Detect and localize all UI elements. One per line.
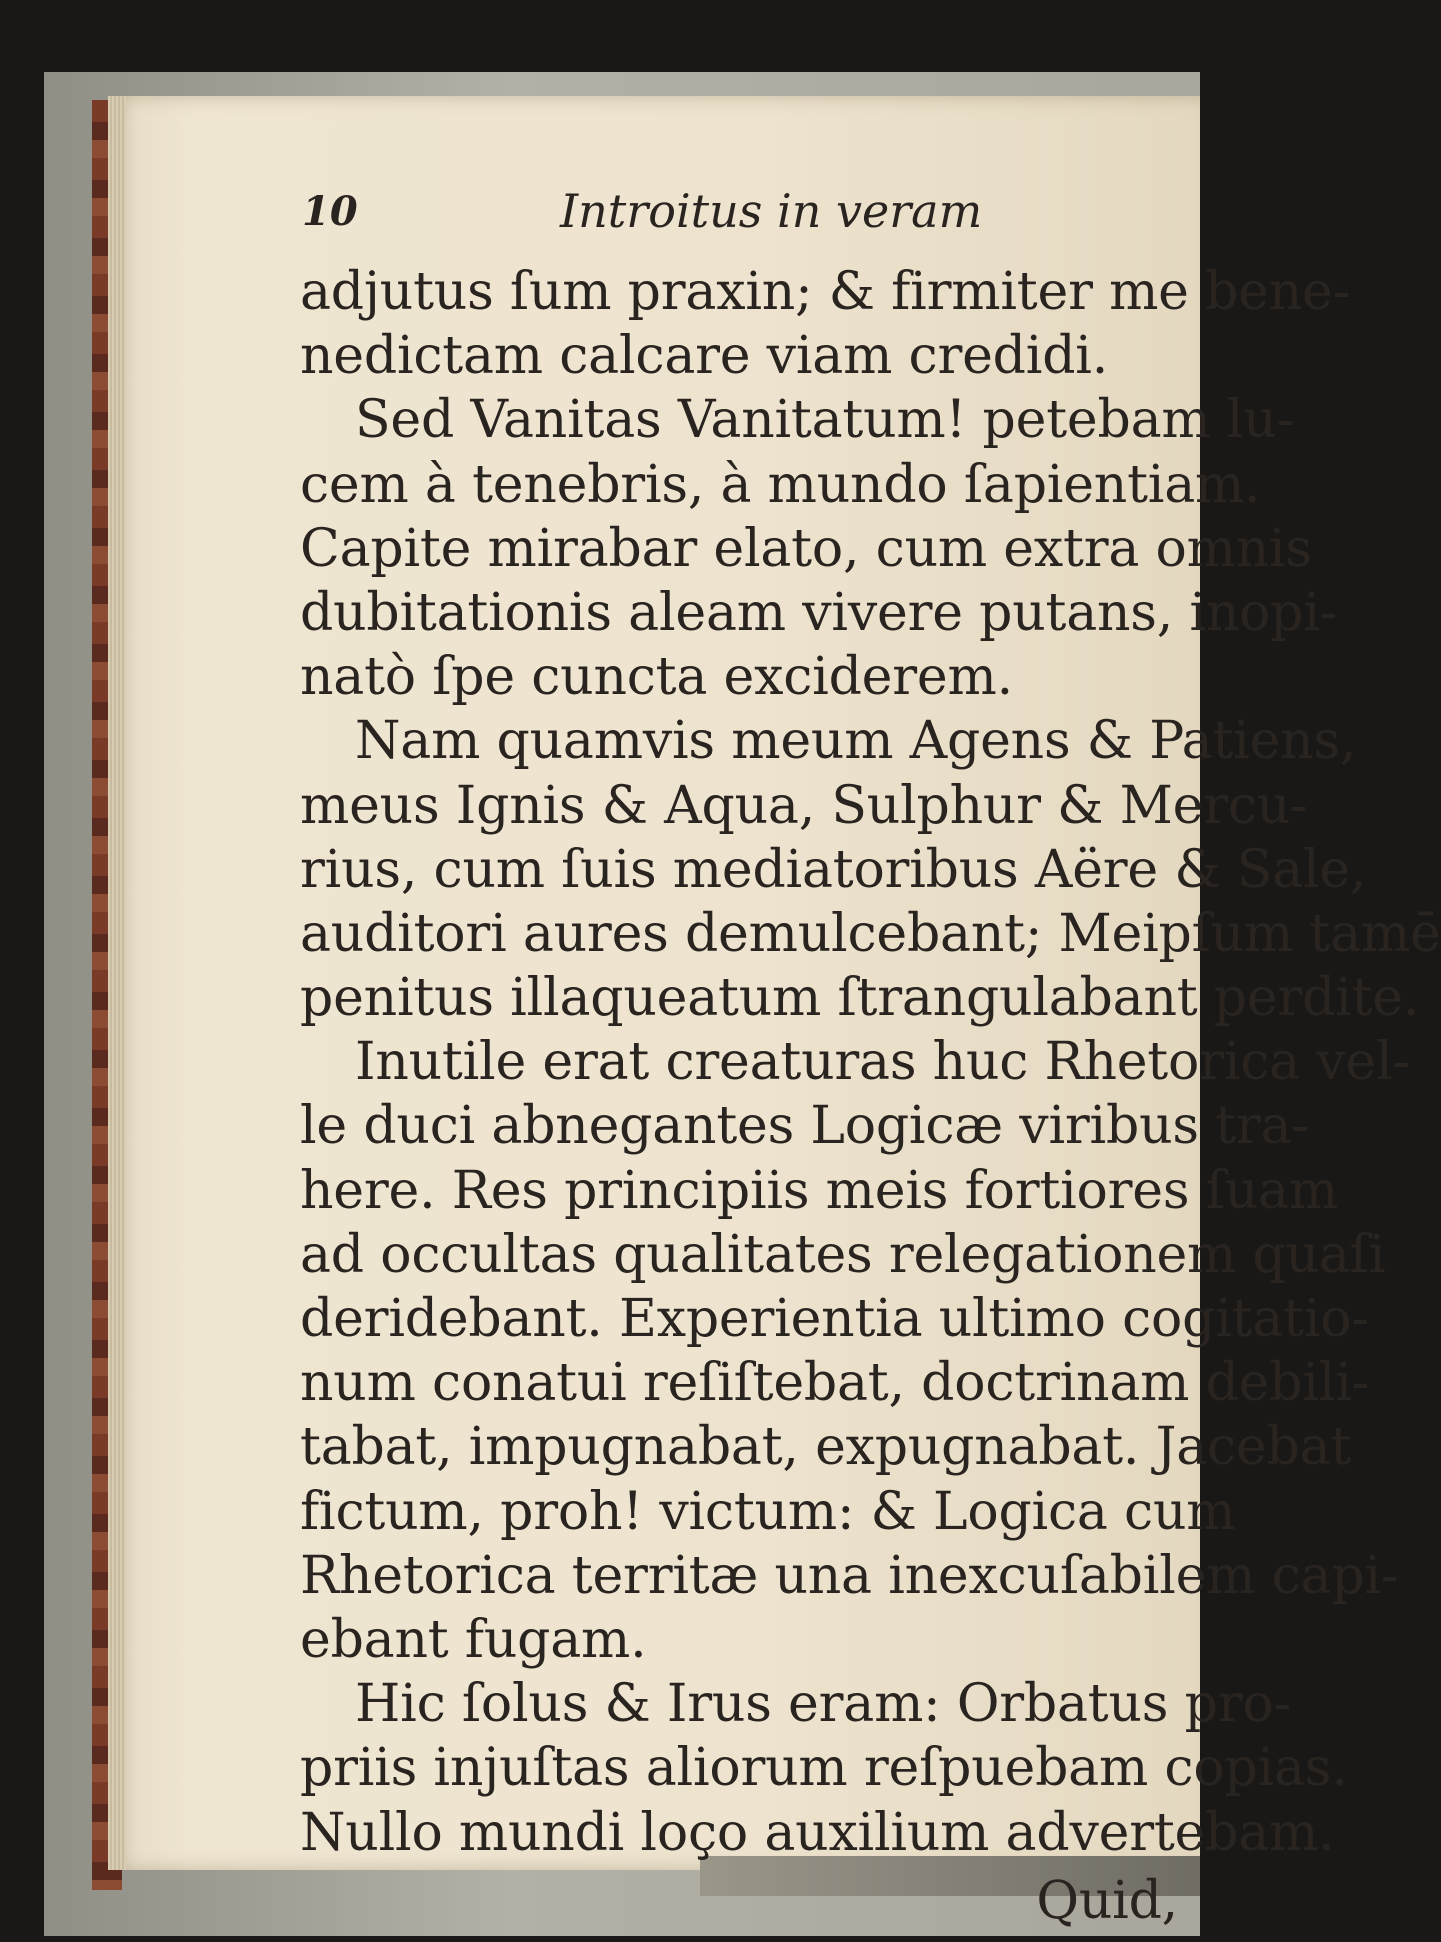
text-line: Inutile erat creaturas huc Rhetorica vel- [355, 1032, 1410, 1093]
text-line: here. Res principiis meis fortiores ſuam [300, 1160, 1338, 1221]
text-line: Sed Vanitas Vanitatum! petebam lu- [355, 390, 1294, 451]
text-line: num conatui reſiſtebat, doctrinam debili- [300, 1353, 1369, 1414]
text-line: Nullo mundi loço auxilium advertebam. [300, 1802, 1335, 1863]
text-line: deridebant. Experientia ultimo cogitatio- [300, 1289, 1369, 1349]
text-line: dubitationis aleam vivere putans, inopi- [300, 582, 1338, 643]
text-line: natò ſpe cuncta exciderem. [300, 647, 1013, 708]
page-edges [108, 96, 126, 1870]
text-line: cem à tenebris, à mundo ſapientiam. [300, 454, 1261, 515]
text-line: meus Ignis & Aqua, Sulphur & Mercu- [300, 775, 1308, 836]
text-line: ebant fugam. [300, 1609, 647, 1670]
text-line: fictum, proh! victum: & Logica cum [300, 1481, 1236, 1542]
catchword: Quid, [1036, 1870, 1178, 1931]
page-text-block [300, 184, 1441, 1933]
text-line: Hic ſolus & Irus eram: Orbatus pro- [355, 1674, 1291, 1735]
text-line: adjutus ſum praxin; & firmiter me bene- [300, 262, 1350, 322]
text-line: tabat, impugnabat, expugnabat. Jacebat [300, 1417, 1352, 1478]
text-line: ad occultas qualitates relegationem quaſi [300, 1224, 1386, 1285]
text-line: Nam quamvis meum Agens & Patiens, [355, 711, 1357, 772]
text-line: penitus illaqueatum ſtrangulabant perdite. [300, 968, 1420, 1029]
text-line: rius, cum ſuis mediatoribus Aëre & Sale, [300, 839, 1367, 900]
page-header [300, 184, 1180, 260]
text-line: auditori aures demulcebant; Meipſum tamē [300, 903, 1441, 964]
text-line: nedictam calcare viam credidi. [300, 326, 1109, 387]
text-line: Rhetorica territæ una inexcuſabilem capi- [300, 1545, 1399, 1606]
text-line: Capite mirabar elato, cum extra omnis [300, 518, 1312, 579]
text-line: priis injuſtas aliorum reſpuebam copias. [300, 1738, 1348, 1799]
running-title: Introitus in veram [560, 184, 983, 238]
page-number: 10 [302, 188, 358, 235]
text-line: le duci abnegantes Logicæ viribus tra- [300, 1096, 1309, 1157]
